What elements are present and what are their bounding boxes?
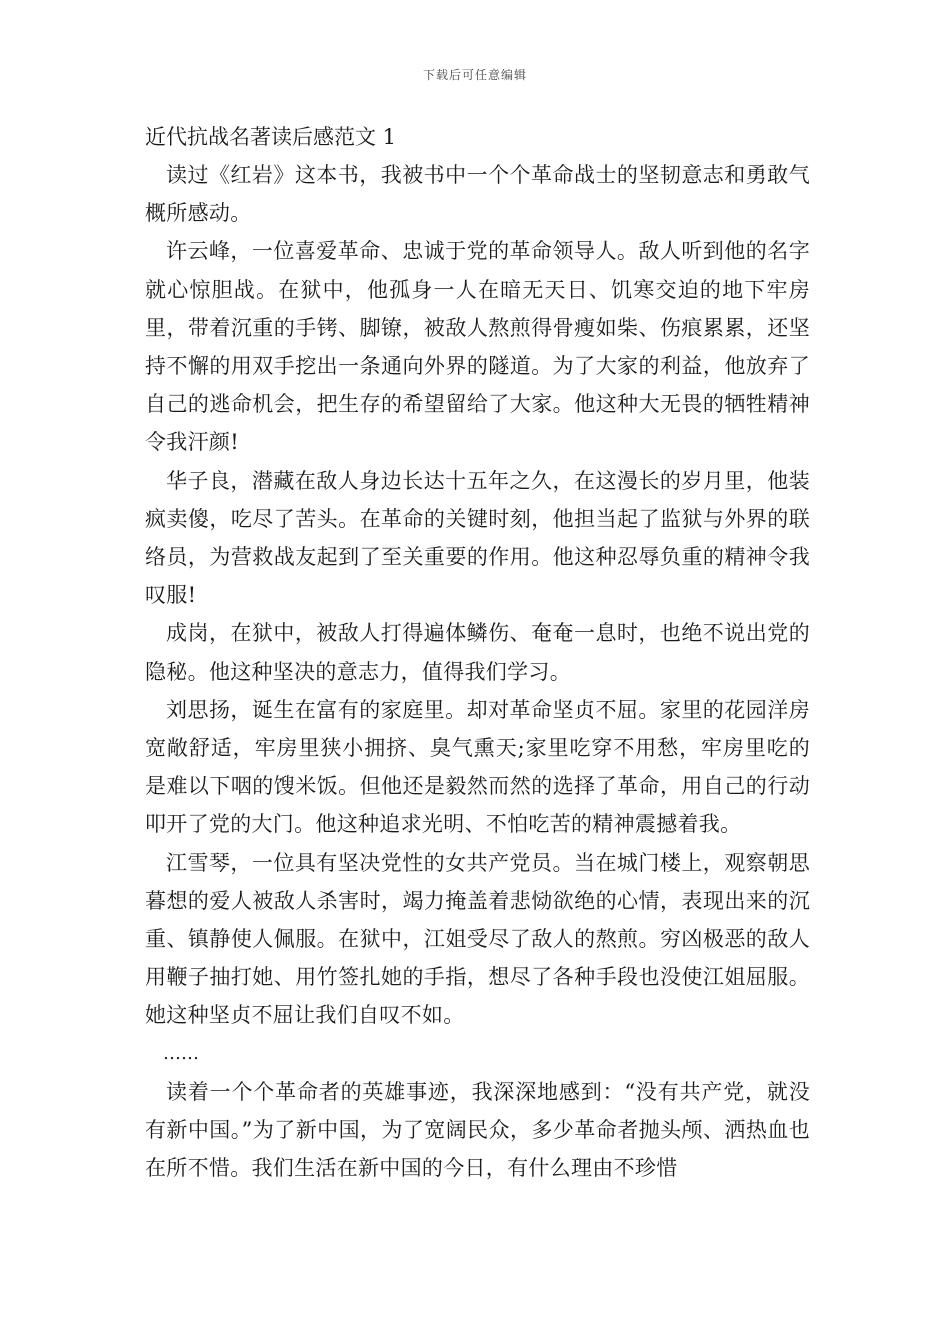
paragraph-jiang-xueqin: 江雪琴，一位具有坚决党性的女共产党员。当在城门楼上，观察朝思暮想的爱人被敌人杀害时，竭力掩盖着悲恸欲绝的心情，表现出来的沉重、镇静使人佩服。在狱中，江姐受尽了敌人的熬煎。穷凶极恶的敌人用鞭子抽打她、用竹签扎她的手指，想尽了各种手段也没使江姐屈服。她这种坚贞不屈让我们自叹不如。 bbox=[145, 850, 810, 1028]
paragraph-liu-siyang: 刘思扬，诞生在富有的家庭里。却对革命坚贞不屈。家里的花园洋房宽敞舒适，牢房里狭小拥挤、臭气熏天;家里吃穿不用愁，牢房里吃的是难以下咽的馊米饭。但他还是毅然而然的选择了革命，用自己的行动叩开了党的大门。他这种追求光明、不怕吃苦的精神震撼着我。 bbox=[145, 697, 810, 837]
document-title: 近代抗战名著读后感范文 1 bbox=[145, 125, 397, 149]
paragraph-closing: 读着一个个革命者的英雄事迹，我深深地感到：“没有共产党，就没有新中国。”为了新中国，为了宽阔民众，多少革命者抛头颅、洒热血也在所不惜。我们生活在新中国的今日，有什么理由不珍惜 bbox=[145, 1079, 810, 1181]
page-header: 下载后可任意编辑 bbox=[422, 68, 527, 82]
paragraph-hua-ziliang: 华子良，潜藏在敌人身边长达十五年之久，在这漫长的岁月里，他装疯卖傻，吃尽了苦头。在革命的关键时刻，他担当起了监狱与外界的联络员，为营救战友起到了至关重要的作用。他这种忍辱负重的精神令我叹服! bbox=[145, 468, 810, 608]
document-body bbox=[145, 118, 810, 1187]
paragraph-intro: 读过《红岩》这本书，我被书中一个个革命战士的坚韧意志和勇敢气概所感动。 bbox=[145, 163, 810, 226]
ellipsis: …… bbox=[163, 1042, 199, 1064]
paragraph-xu-yunfeng: 许云峰，一位喜爱革命、忠诚于党的革命领导人。敌人听到他的名字就心惊胆战。在狱中，他孤身一人在暗无天日、饥寒交迫的地下牢房里，带着沉重的手铐、脚镣，被敌人熬煎得骨瘦如柴、伤痕累累，还坚持不懈的用双手挖出一条通向外界的隧道。为了大家的利益，他放弃了自己的逃命机会，把生存的希望留给了大家。他这种大无畏的牺牲精神令我汗颜! bbox=[145, 239, 810, 455]
paragraph-cheng-gang: 成岗，在狱中，被敌人打得遍体鳞伤、奄奄一息时，也绝不说出党的隐秘。他这种坚决的意志力，值得我们学习。 bbox=[145, 621, 810, 684]
